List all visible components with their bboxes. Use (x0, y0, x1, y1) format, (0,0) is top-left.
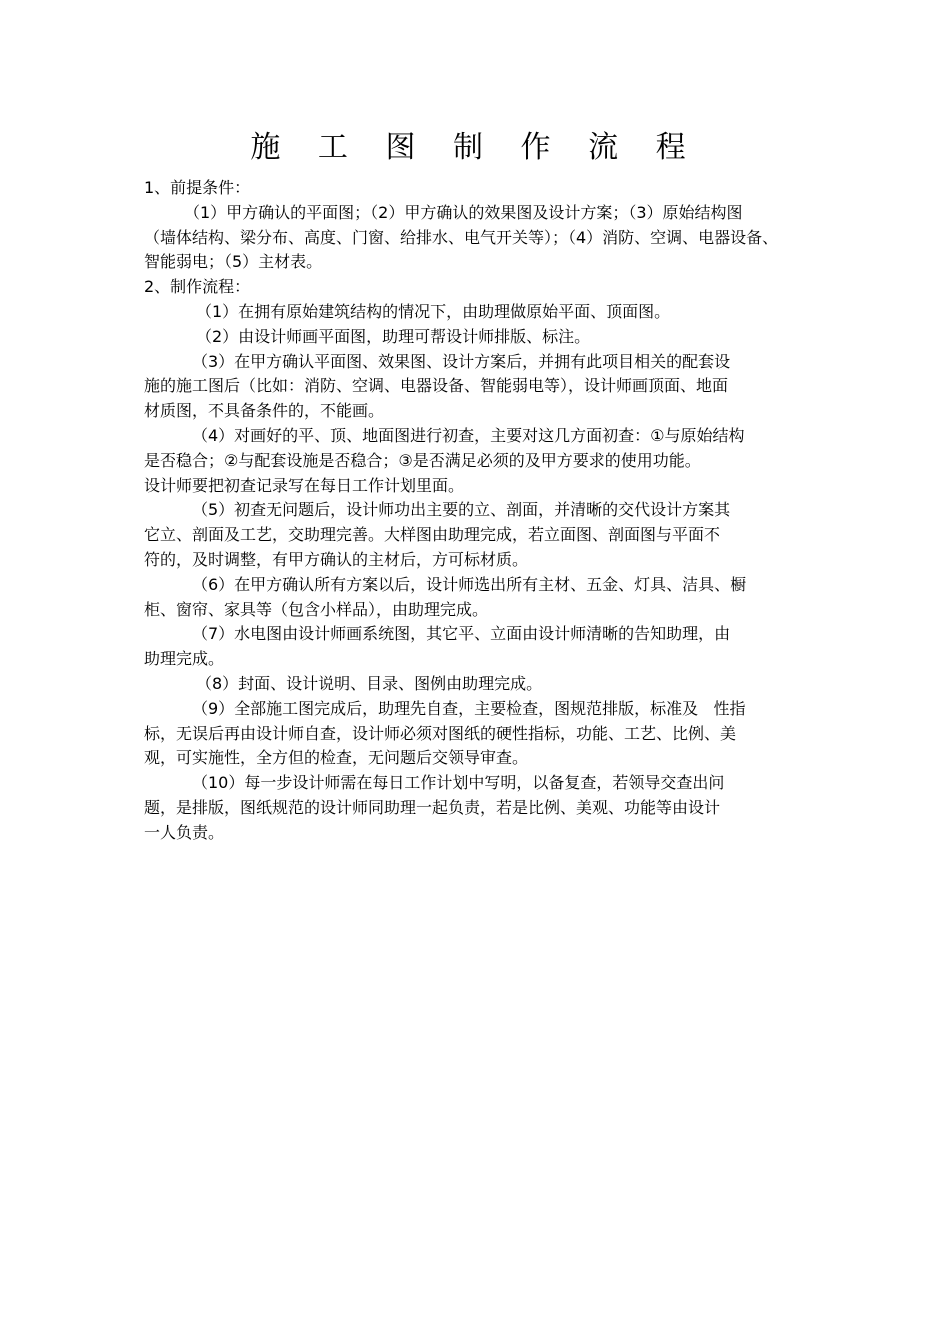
paragraph-line: （7）水电图由设计师画系统图，其它平、立面由设计师清晰的告知助理，由 (192, 624, 731, 644)
paragraph-line: 材质图，不具备条件的，不能画。 (144, 401, 385, 421)
paragraph-line: 施的施工图后（比如：消防、空调、电器设备、智能弱电等），设计师画顶面、地面 (144, 376, 729, 396)
paragraph-line: 是否稳合；②与配套设施是否稳合；③是否满足必须的及甲方要求的使用功能。 (144, 450, 701, 470)
paragraph-line: （1）在拥有原始建筑结构的情况下，由助理做原始平面、顶面图。 (196, 301, 671, 321)
paragraph-line: 设计师要把初查记录写在每日工作计划里面。 (144, 475, 465, 495)
paragraph-line: 题，是排版，图纸规范的设计师同助理一起负责，若是比例、美观、功能等由设计 (144, 797, 721, 817)
paragraph-line: 智能弱电；（5）主材表。 (144, 252, 323, 272)
paragraph-line: 标，无误后再由设计师自查，设计师必须对图纸的硬性指标，功能、工艺、比例、美 (144, 723, 737, 743)
paragraph-line: 观，可实施性，全方但的检查，无问题后交领导审查。 (144, 748, 529, 768)
paragraph-line: 它立、剖面及工艺，交助理完善。大样图由助理完成，若立面图、剖面图与平面不 (144, 525, 721, 545)
paragraph-line: （5）初查无问题后，设计师功出主要的立、剖面，并清晰的交代设计方案其 (192, 500, 731, 520)
paragraph-line: （1）甲方确认的平面图；（2）甲方确认的效果图及设计方案；（3）原始结构图 (184, 202, 743, 222)
paragraph-line: （3）在甲方确认平面图、效果图、设计方案后，并拥有此项目相关的配套设 (192, 351, 731, 371)
paragraph-line: 柜、窗帘、家具等（包含小样品），由助理完成。 (144, 599, 489, 619)
paragraph-line: （墙体结构、梁分布、高度、门窗、给排水、电气开关等）；（4）消防、空调、电器设备、 (144, 227, 779, 247)
document-title: 施 工 图 制 作 流 程 (250, 130, 700, 165)
paragraph-line: （10）每一步设计师需在每日工作计划中写明，以备复查，若领导交查出问 (192, 773, 725, 793)
paragraph-line: （8）封面、设计说明、目录、图例由助理完成。 (196, 673, 543, 693)
section-heading: 2、制作流程： (144, 277, 251, 297)
paragraph-line: （9）全部施工图完成后，助理先自查，主要检查，图规范排版，标准及 性指 (192, 698, 746, 718)
section-heading: 1、前提条件： (144, 178, 251, 197)
paragraph-line: 一人负责。 (144, 822, 225, 842)
document-body (144, 176, 812, 846)
paragraph-line: （6）在甲方确认所有方案以后，设计师选出所有主材、五金、灯具、洁具、橱 (192, 574, 747, 594)
paragraph-line: 助理完成。 (144, 649, 225, 669)
paragraph-line: （4）对画好的平、顶、地面图进行初查，主要对这几方面初查：①与原始结构 (192, 425, 745, 445)
paragraph-line: 符的，及时调整，有甲方确认的主材后，方可标材质。 (144, 549, 529, 569)
paragraph-line: （2）由设计师画平面图，助理可帮设计师排版、标注。 (196, 326, 591, 346)
